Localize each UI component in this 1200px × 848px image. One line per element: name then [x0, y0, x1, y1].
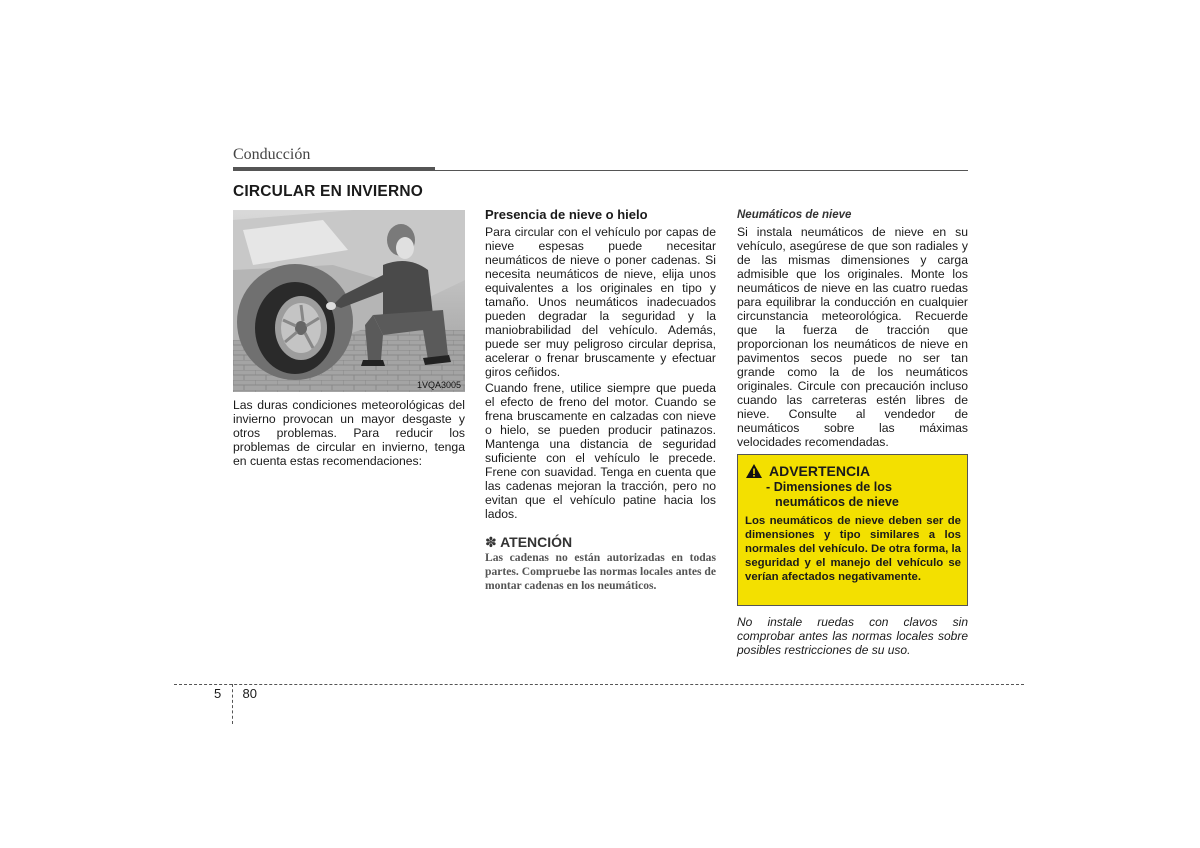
- warning-header: [745, 463, 961, 479]
- snow-ice-paragraph-2: Cuando frene, utilice siempre que pueda el efecto de freno del motor. Cuando se frena bruscamente en calzadas con nieve o hielo, se pueden producir patinazos. Mantenga una distancia de seguridad suficiente con el vehículo le precede. Frene con suavidad. Tenga en cuenta que las cadenas mejoran la tracción, pero no evitan que el vehículo patine hacia los lados.: [485, 381, 716, 521]
- intro-paragraph: Las duras condiciones meteorológicas del invierno provocan un mayor desgaste y otros problemas. Para reducir los problemas de circular en invierno, tenga en cuenta estas recomendaciones:: [233, 398, 465, 468]
- attention-body: Las cadenas no están autorizadas en todas partes. Compruebe las normas locales antes de montar cadenas en los neumáticos.: [485, 551, 716, 592]
- warning-body: Los neumáticos de nieve deben ser de dimensiones y tipo similares a los normales del vehículo. De otra forma, la seguridad y el manejo del vehículo se verían afectados negativamente.: [745, 515, 961, 583]
- section-heading: Conducción: [233, 146, 311, 163]
- snow-ice-heading: Presencia de nieve o hielo: [485, 207, 648, 222]
- studded-tires-note: No instale ruedas con clavos sin comprobar antes las normas locales sobre posibles restricciones de su uso.: [737, 615, 968, 657]
- warning-box: [737, 454, 968, 606]
- figure-tire-check-photo: [233, 210, 465, 392]
- warning-subtitle: - Dimensiones de los neumáticos de nieve: [766, 480, 899, 509]
- attention-title: ✽ ATENCIÓN: [485, 534, 573, 550]
- warning-title: ADVERTENCIA: [769, 463, 871, 479]
- column-1: [233, 398, 465, 470]
- header-rule-thick: [233, 167, 435, 171]
- snow-tires-heading: Neumáticos de nieve: [737, 209, 852, 221]
- header-rule-thin: [435, 170, 968, 171]
- page-title: CIRCULAR EN INVIERNO: [233, 183, 424, 200]
- snow-ice-paragraph-1: Para circular con el vehículo por capas de nieve espesas puede necesitar neumáticos de nieve o poner cadenas. Si necesita neumáticos de nieve, elija unos equivalentes a los originales en tipo y tamaño. Unos neumáticos inadecuados pueden degradar la seguridad y la maniobrabilidad del vehículo. Además, puede ser muy peligroso circular deprisa, acelerar o frenar bruscamente y efectuar giros ceñidos.: [485, 225, 716, 379]
- warning-triangle-icon: [745, 463, 763, 479]
- column-2: [485, 208, 716, 593]
- page-number: [214, 686, 257, 701]
- page-number-value: 80: [242, 686, 257, 701]
- column-3: [737, 208, 968, 451]
- tire-illustration: [233, 210, 465, 392]
- footer-divider: [174, 684, 1024, 685]
- chapter-number: 5: [214, 686, 222, 701]
- figure-code: 1VQA3005: [416, 380, 461, 390]
- snow-tires-paragraph: Si instala neumáticos de nieve en su vehículo, asegúrese de que son radiales y de las mismas dimensiones y carga admisible que los originales. Monte los neumáticos de nieve en las cuatro ruedas para equilibrar la conducción en cualquier circunstancia meteorológica. Recuerde que la fuerza de tracción que proporcionan los neumáticos de nieve en pavimentos secos puede no ser tan grande como la de los neumáticos originales. Circule con precaución incluso cuando las carreteras estén libres de nieve. Consulte al vendedor de neumáticos sobre las máximas velocidades recomendadas.: [737, 225, 968, 449]
